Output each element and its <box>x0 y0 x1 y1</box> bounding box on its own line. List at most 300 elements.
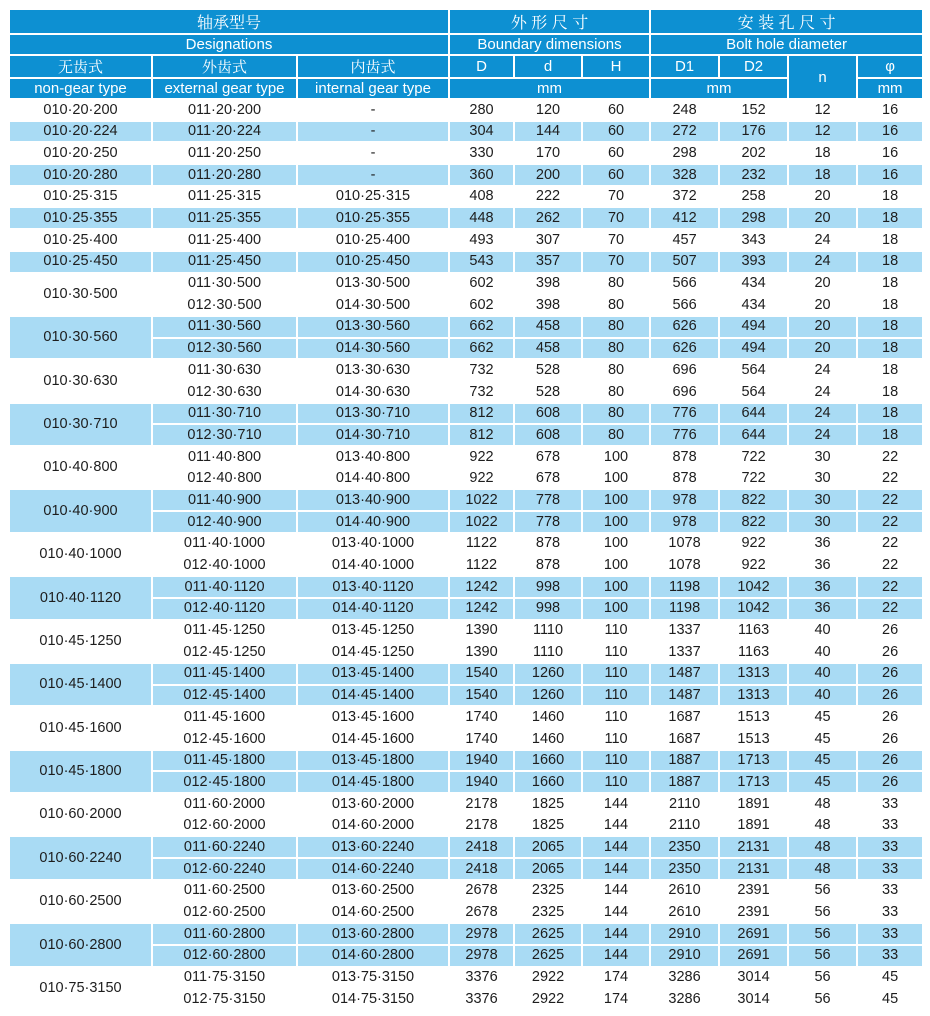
cell-d: 998 <box>514 598 582 620</box>
table-header <box>9 9 923 99</box>
cell-D1: 2110 <box>650 793 719 815</box>
cell-external: 011·20·200 <box>152 99 297 121</box>
cell-D1: 1687 <box>650 706 719 728</box>
cell-H: 110 <box>582 728 650 750</box>
cell-D1: 1887 <box>650 771 719 793</box>
cell-n: 45 <box>788 771 857 793</box>
cell-D: 1390 <box>449 620 514 642</box>
header-bolt-zh: 安 装 孔 尺 寸 <box>650 9 923 34</box>
table-body <box>9 99 923 1010</box>
cell-phi: 26 <box>857 771 923 793</box>
cell-D: 3376 <box>449 967 514 989</box>
table-row <box>9 207 923 229</box>
cell-d: 878 <box>514 533 582 555</box>
cell-phi: 26 <box>857 641 923 663</box>
cell-external: 012·40·1120 <box>152 598 297 620</box>
cell-D: 1022 <box>449 489 514 511</box>
cell-D2: 922 <box>719 533 788 555</box>
cell-non-gear: 010·25·355 <box>9 207 152 229</box>
cell-D1: 626 <box>650 338 719 360</box>
cell-internal: - <box>297 99 449 121</box>
cell-D2: 152 <box>719 99 788 121</box>
cell-H: 144 <box>582 858 650 880</box>
table-row <box>9 229 923 251</box>
cell-H: 100 <box>582 446 650 468</box>
cell-D: 732 <box>449 381 514 403</box>
cell-d: 2922 <box>514 967 582 989</box>
table-row <box>9 251 923 273</box>
cell-phi: 33 <box>857 836 923 858</box>
cell-n: 48 <box>788 858 857 880</box>
cell-external: 011·75·3150 <box>152 967 297 989</box>
cell-non-gear: 010·20·200 <box>9 99 152 121</box>
cell-H: 80 <box>582 338 650 360</box>
cell-D1: 2910 <box>650 923 719 945</box>
cell-D1: 2350 <box>650 858 719 880</box>
cell-D: 732 <box>449 359 514 381</box>
cell-D: 1022 <box>449 511 514 533</box>
cell-non-gear: 010·40·800 <box>9 446 152 489</box>
cell-non-gear: 010·30·560 <box>9 316 152 359</box>
cell-d: 678 <box>514 446 582 468</box>
cell-H: 100 <box>582 576 650 598</box>
cell-n: 36 <box>788 533 857 555</box>
cell-n: 45 <box>788 728 857 750</box>
table-row <box>9 793 923 815</box>
cell-D1: 1078 <box>650 554 719 576</box>
cell-non-gear: 010·40·900 <box>9 489 152 532</box>
cell-D2: 2691 <box>719 923 788 945</box>
cell-non-gear: 010·60·2800 <box>9 923 152 966</box>
header-external-zh: 外齿式 <box>152 55 297 78</box>
cell-D2: 434 <box>719 294 788 316</box>
cell-internal: 014·30·630 <box>297 381 449 403</box>
table-row <box>9 403 923 425</box>
cell-internal: 013·30·630 <box>297 359 449 381</box>
header-col-d: d <box>514 55 582 78</box>
cell-D1: 1687 <box>650 728 719 750</box>
cell-internal: 014·40·1000 <box>297 554 449 576</box>
header-col-D: D <box>449 55 514 78</box>
cell-d: 2625 <box>514 945 582 967</box>
cell-n: 36 <box>788 576 857 598</box>
table-row <box>9 99 923 121</box>
cell-external: 011·60·2000 <box>152 793 297 815</box>
cell-H: 80 <box>582 316 650 338</box>
cell-n: 24 <box>788 251 857 273</box>
cell-d: 608 <box>514 403 582 425</box>
cell-D1: 2110 <box>650 815 719 837</box>
cell-D: 662 <box>449 316 514 338</box>
cell-D1: 1887 <box>650 750 719 772</box>
cell-D: 602 <box>449 273 514 295</box>
cell-d: 120 <box>514 99 582 121</box>
cell-d: 1825 <box>514 815 582 837</box>
cell-H: 110 <box>582 685 650 707</box>
cell-D2: 1313 <box>719 685 788 707</box>
cell-D1: 978 <box>650 511 719 533</box>
cell-phi: 18 <box>857 359 923 381</box>
cell-external: 011·40·800 <box>152 446 297 468</box>
cell-external: 012·60·2000 <box>152 815 297 837</box>
cell-phi: 16 <box>857 121 923 143</box>
header-unit-mm-boundary: mm <box>449 78 650 99</box>
cell-non-gear: 010·40·1000 <box>9 533 152 576</box>
cell-H: 110 <box>582 620 650 642</box>
cell-n: 45 <box>788 750 857 772</box>
cell-n: 24 <box>788 381 857 403</box>
cell-phi: 26 <box>857 750 923 772</box>
cell-n: 24 <box>788 359 857 381</box>
cell-non-gear: 010·25·315 <box>9 186 152 208</box>
cell-H: 110 <box>582 771 650 793</box>
cell-d: 200 <box>514 164 582 186</box>
cell-external: 012·30·560 <box>152 338 297 360</box>
cell-D1: 696 <box>650 381 719 403</box>
table-row <box>9 576 923 598</box>
cell-phi: 45 <box>857 988 923 1010</box>
cell-phi: 33 <box>857 945 923 967</box>
cell-n: 36 <box>788 598 857 620</box>
cell-internal: 013·60·2800 <box>297 923 449 945</box>
cell-D2: 298 <box>719 207 788 229</box>
cell-D: 922 <box>449 468 514 490</box>
cell-H: 100 <box>582 511 650 533</box>
header-external-en: external gear type <box>152 78 297 99</box>
table-row <box>9 121 923 143</box>
table-row <box>9 706 923 728</box>
header-internal-en: internal gear type <box>297 78 449 99</box>
cell-H: 70 <box>582 207 650 229</box>
cell-D2: 722 <box>719 468 788 490</box>
cell-internal: 013·40·800 <box>297 446 449 468</box>
cell-H: 100 <box>582 533 650 555</box>
header-designations-en: Designations <box>9 34 449 55</box>
cell-d: 528 <box>514 381 582 403</box>
cell-D2: 494 <box>719 316 788 338</box>
cell-D: 543 <box>449 251 514 273</box>
cell-d: 307 <box>514 229 582 251</box>
cell-D2: 1163 <box>719 641 788 663</box>
cell-internal: 013·40·900 <box>297 489 449 511</box>
cell-phi: 33 <box>857 880 923 902</box>
cell-internal: 010·25·315 <box>297 186 449 208</box>
table-row <box>9 880 923 902</box>
cell-external: 011·45·1600 <box>152 706 297 728</box>
header-boundary-en: Boundary dimensions <box>449 34 650 55</box>
cell-D2: 1713 <box>719 771 788 793</box>
table-row <box>9 164 923 186</box>
cell-n: 12 <box>788 99 857 121</box>
cell-d: 144 <box>514 121 582 143</box>
table-row <box>9 142 923 164</box>
cell-non-gear: 010·60·2500 <box>9 880 152 923</box>
cell-D: 360 <box>449 164 514 186</box>
cell-H: 144 <box>582 815 650 837</box>
cell-D2: 1513 <box>719 706 788 728</box>
cell-external: 012·60·2800 <box>152 945 297 967</box>
cell-internal: 010·25·400 <box>297 229 449 251</box>
cell-n: 40 <box>788 663 857 685</box>
cell-non-gear: 010·20·250 <box>9 142 152 164</box>
cell-non-gear: 010·30·630 <box>9 359 152 402</box>
cell-n: 20 <box>788 186 857 208</box>
cell-n: 56 <box>788 901 857 923</box>
header-non-gear-zh: 无齿式 <box>9 55 152 78</box>
cell-internal: 013·45·1250 <box>297 620 449 642</box>
cell-n: 56 <box>788 967 857 989</box>
cell-n: 18 <box>788 164 857 186</box>
cell-D1: 776 <box>650 403 719 425</box>
table-row <box>9 186 923 208</box>
cell-d: 778 <box>514 489 582 511</box>
cell-d: 398 <box>514 273 582 295</box>
cell-H: 144 <box>582 793 650 815</box>
cell-external: 011·25·315 <box>152 186 297 208</box>
cell-n: 40 <box>788 641 857 663</box>
cell-internal: 014·30·560 <box>297 338 449 360</box>
cell-H: 70 <box>582 229 650 251</box>
cell-D: 1540 <box>449 663 514 685</box>
cell-D1: 1198 <box>650 576 719 598</box>
table-row <box>9 446 923 468</box>
cell-D: 602 <box>449 294 514 316</box>
cell-D: 2978 <box>449 923 514 945</box>
cell-internal: 013·75·3150 <box>297 967 449 989</box>
cell-external: 011·45·1250 <box>152 620 297 642</box>
cell-internal: - <box>297 164 449 186</box>
cell-D1: 328 <box>650 164 719 186</box>
cell-internal: 013·60·2500 <box>297 880 449 902</box>
cell-D1: 978 <box>650 489 719 511</box>
cell-n: 30 <box>788 446 857 468</box>
cell-d: 778 <box>514 511 582 533</box>
cell-phi: 18 <box>857 424 923 446</box>
cell-external: 012·45·1250 <box>152 641 297 663</box>
table-row <box>9 273 923 295</box>
cell-d: 458 <box>514 316 582 338</box>
cell-phi: 18 <box>857 273 923 295</box>
cell-d: 458 <box>514 338 582 360</box>
cell-external: 011·40·1120 <box>152 576 297 598</box>
cell-D: 1540 <box>449 685 514 707</box>
cell-external: 011·25·400 <box>152 229 297 251</box>
cell-n: 20 <box>788 273 857 295</box>
cell-external: 012·30·630 <box>152 381 297 403</box>
cell-D2: 1042 <box>719 598 788 620</box>
cell-D2: 2391 <box>719 901 788 923</box>
header-non-gear-en: non-gear type <box>9 78 152 99</box>
cell-n: 56 <box>788 880 857 902</box>
cell-D1: 3286 <box>650 967 719 989</box>
table-row <box>9 967 923 989</box>
cell-D1: 2610 <box>650 901 719 923</box>
cell-D: 408 <box>449 186 514 208</box>
cell-n: 48 <box>788 793 857 815</box>
cell-phi: 16 <box>857 142 923 164</box>
cell-phi: 18 <box>857 338 923 360</box>
cell-D1: 248 <box>650 99 719 121</box>
cell-D1: 457 <box>650 229 719 251</box>
cell-D2: 922 <box>719 554 788 576</box>
cell-phi: 22 <box>857 554 923 576</box>
cell-d: 2625 <box>514 923 582 945</box>
cell-D: 330 <box>449 142 514 164</box>
cell-D: 304 <box>449 121 514 143</box>
cell-phi: 22 <box>857 468 923 490</box>
cell-d: 1660 <box>514 771 582 793</box>
cell-d: 678 <box>514 468 582 490</box>
cell-H: 100 <box>582 489 650 511</box>
cell-D: 812 <box>449 403 514 425</box>
cell-d: 2325 <box>514 901 582 923</box>
cell-internal: 013·60·2240 <box>297 836 449 858</box>
cell-non-gear: 010·20·280 <box>9 164 152 186</box>
cell-external: 011·60·2240 <box>152 836 297 858</box>
cell-D2: 2131 <box>719 836 788 858</box>
cell-H: 100 <box>582 554 650 576</box>
cell-D1: 3286 <box>650 988 719 1010</box>
cell-external: 012·60·2240 <box>152 858 297 880</box>
cell-internal: 014·40·1120 <box>297 598 449 620</box>
cell-D: 1940 <box>449 771 514 793</box>
cell-non-gear: 010·30·500 <box>9 273 152 316</box>
cell-external: 011·45·1800 <box>152 750 297 772</box>
header-internal-zh: 内齿式 <box>297 55 449 78</box>
table-row <box>9 923 923 945</box>
cell-non-gear: 010·25·400 <box>9 229 152 251</box>
cell-n: 20 <box>788 316 857 338</box>
table-row <box>9 620 923 642</box>
cell-D2: 2391 <box>719 880 788 902</box>
cell-phi: 26 <box>857 706 923 728</box>
table-row <box>9 750 923 772</box>
cell-D2: 1713 <box>719 750 788 772</box>
cell-internal: 010·25·450 <box>297 251 449 273</box>
cell-H: 60 <box>582 99 650 121</box>
cell-phi: 26 <box>857 685 923 707</box>
cell-D: 280 <box>449 99 514 121</box>
cell-D: 2678 <box>449 880 514 902</box>
cell-external: 012·60·2500 <box>152 901 297 923</box>
cell-external: 012·40·900 <box>152 511 297 533</box>
cell-D2: 564 <box>719 359 788 381</box>
cell-D2: 722 <box>719 446 788 468</box>
cell-non-gear: 010·60·2000 <box>9 793 152 836</box>
cell-d: 222 <box>514 186 582 208</box>
cell-non-gear: 010·45·1800 <box>9 750 152 793</box>
cell-H: 80 <box>582 403 650 425</box>
cell-n: 24 <box>788 229 857 251</box>
cell-internal: 013·30·560 <box>297 316 449 338</box>
cell-phi: 18 <box>857 251 923 273</box>
cell-phi: 26 <box>857 728 923 750</box>
cell-D1: 507 <box>650 251 719 273</box>
cell-non-gear: 010·75·3150 <box>9 967 152 1010</box>
cell-D2: 176 <box>719 121 788 143</box>
cell-internal: 013·45·1600 <box>297 706 449 728</box>
cell-H: 100 <box>582 598 650 620</box>
cell-H: 100 <box>582 468 650 490</box>
cell-H: 174 <box>582 967 650 989</box>
cell-D2: 822 <box>719 511 788 533</box>
cell-n: 30 <box>788 489 857 511</box>
header-designations-zh: 轴承型号 <box>9 9 449 34</box>
cell-D: 2678 <box>449 901 514 923</box>
cell-phi: 26 <box>857 663 923 685</box>
cell-non-gear: 010·45·1400 <box>9 663 152 706</box>
cell-d: 2065 <box>514 858 582 880</box>
cell-D2: 1891 <box>719 793 788 815</box>
cell-internal: 014·60·2240 <box>297 858 449 880</box>
cell-n: 20 <box>788 338 857 360</box>
cell-internal: 014·40·900 <box>297 511 449 533</box>
cell-internal: 014·45·1250 <box>297 641 449 663</box>
cell-D2: 1042 <box>719 576 788 598</box>
cell-D: 2178 <box>449 815 514 837</box>
cell-D1: 626 <box>650 316 719 338</box>
header-col-D2: D2 <box>719 55 788 78</box>
cell-D2: 232 <box>719 164 788 186</box>
cell-D1: 412 <box>650 207 719 229</box>
cell-D2: 494 <box>719 338 788 360</box>
header-col-D1: D1 <box>650 55 719 78</box>
cell-non-gear: 010·45·1600 <box>9 706 152 749</box>
cell-internal: 013·40·1120 <box>297 576 449 598</box>
cell-H: 110 <box>582 750 650 772</box>
table-row <box>9 533 923 555</box>
cell-internal: 013·45·1400 <box>297 663 449 685</box>
cell-D2: 564 <box>719 381 788 403</box>
cell-D1: 2910 <box>650 945 719 967</box>
cell-internal: 014·45·1800 <box>297 771 449 793</box>
cell-internal: 014·30·500 <box>297 294 449 316</box>
cell-d: 1660 <box>514 750 582 772</box>
cell-D: 448 <box>449 207 514 229</box>
cell-H: 110 <box>582 706 650 728</box>
table-row <box>9 489 923 511</box>
cell-external: 011·20·224 <box>152 121 297 143</box>
cell-n: 36 <box>788 554 857 576</box>
cell-D2: 2131 <box>719 858 788 880</box>
cell-external: 011·25·450 <box>152 251 297 273</box>
cell-d: 878 <box>514 554 582 576</box>
cell-external: 011·60·2800 <box>152 923 297 945</box>
table-row <box>9 359 923 381</box>
cell-external: 012·45·1400 <box>152 685 297 707</box>
cell-D1: 878 <box>650 468 719 490</box>
cell-H: 60 <box>582 121 650 143</box>
cell-d: 1825 <box>514 793 582 815</box>
cell-D1: 566 <box>650 273 719 295</box>
cell-D2: 644 <box>719 403 788 425</box>
cell-phi: 22 <box>857 489 923 511</box>
cell-H: 80 <box>582 359 650 381</box>
cell-D: 1390 <box>449 641 514 663</box>
cell-internal: 014·40·800 <box>297 468 449 490</box>
cell-phi: 33 <box>857 923 923 945</box>
cell-internal: 010·25·355 <box>297 207 449 229</box>
cell-H: 110 <box>582 641 650 663</box>
cell-internal: - <box>297 142 449 164</box>
cell-d: 262 <box>514 207 582 229</box>
cell-external: 011·45·1400 <box>152 663 297 685</box>
cell-D1: 566 <box>650 294 719 316</box>
cell-n: 12 <box>788 121 857 143</box>
cell-d: 1110 <box>514 620 582 642</box>
cell-D1: 298 <box>650 142 719 164</box>
cell-external: 012·75·3150 <box>152 988 297 1010</box>
